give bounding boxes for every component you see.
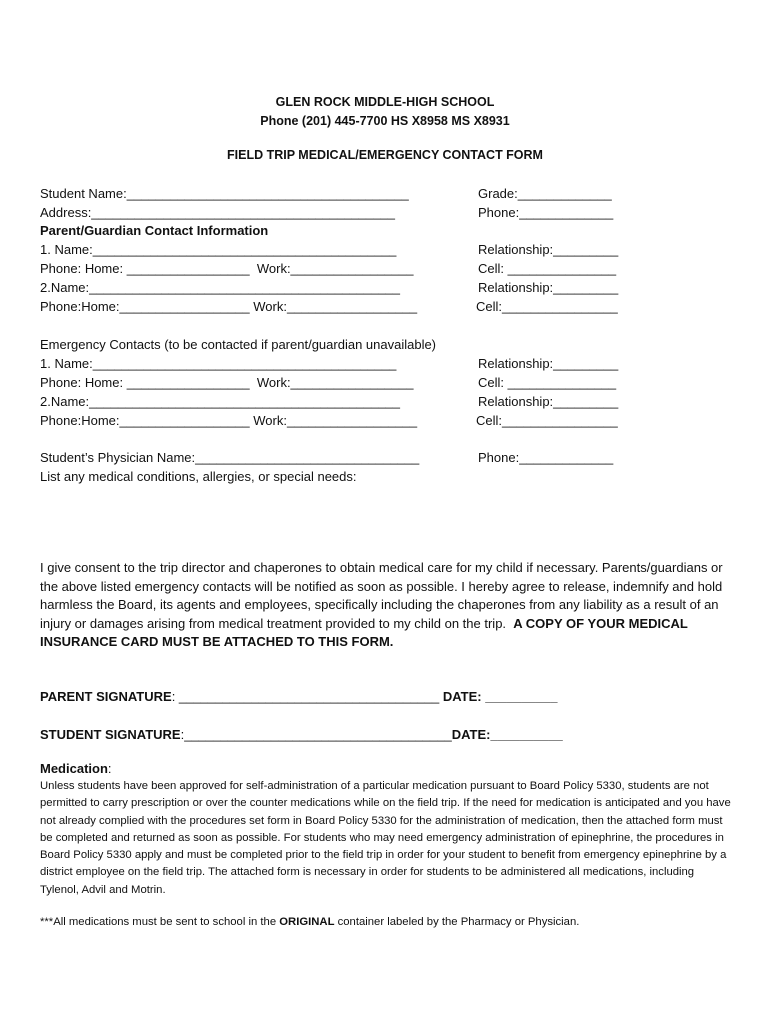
physician-phone-field[interactable]: Phone:_____________ [478,450,614,465]
guardian1-cell-field[interactable]: Cell: _______________ [478,261,617,276]
student-signature-label: STUDENT SIGNATURE [40,727,181,742]
emergency1-phone-field[interactable]: Phone: Home: _________________ Work:_________________ [40,375,414,390]
medication-note: ***All medications must be sent to school in the ORIGINAL container labeled by the Pharmacy or Physician. [40,916,580,928]
emergency2-cell-field[interactable]: Cell:________________ [476,413,618,428]
medication-heading: Medication: [40,761,112,776]
guardian1-phone-field[interactable]: Phone: Home: _________________ Work:_________________ [40,261,414,276]
guardian1-name-field[interactable]: 1. Name:__________________________________________ [40,242,397,257]
guardian-heading: Parent/Guardian Contact Information [40,223,269,238]
emergency2-name-field[interactable]: 2.Name:___________________________________________ [40,394,401,409]
guardian2-cell-field[interactable]: Cell:________________ [476,299,618,314]
guardian1-relationship-field[interactable]: Relationship:_________ [478,242,619,257]
emergency1-relationship-field[interactable]: Relationship:_________ [478,356,619,371]
parent-signature-line[interactable]: PARENT SIGNATURE: ____________________________________ DATE: __________ [40,689,558,704]
emergency1-cell-field[interactable]: Cell: _______________ [478,375,617,390]
form-title: FIELD TRIP MEDICAL/EMERGENCY CONTACT FORM [227,148,543,162]
student-name-field[interactable]: Student Name:_______________________________________ [40,186,409,201]
student-signature-line[interactable]: STUDENT SIGNATURE:_____________________________________DATE:__________ [40,727,563,742]
emergency1-name-field[interactable]: 1. Name:__________________________________________ [40,356,397,371]
school-name: GLEN ROCK MIDDLE-HIGH SCHOOL [275,95,495,109]
grade-field[interactable]: Grade:_____________ [478,186,612,201]
student-phone-field[interactable]: Phone:_____________ [478,205,614,220]
address-field[interactable]: Address:__________________________________________ [40,205,395,220]
insurance-card-notice: A COPY OF YOUR MEDICAL INSURANCE CARD MUST BE ATTACHED TO THIS FORM. [40,615,688,649]
consent-text: I give consent to the trip director and chaperones to obtain medical care for my child if necessary. Parents/guardians or the above listed emergency contacts will be notified as soon as possible. I hereby agree to release, indemnify and hold harmless the Board, its agents and employees, specifically including the chaperones from any liability as a result of an injury or damages arising from medical treatment provided to my child on the trip. [40,560,723,631]
consent-paragraph [40,559,730,652]
emergency2-relationship-field[interactable]: Relationship:_________ [478,394,619,409]
emergency-heading: Emergency Contacts (to be contacted if parent/guardian unavailable) [40,337,437,352]
guardian2-name-field[interactable]: 2.Name:___________________________________________ [40,280,401,295]
school-phone: Phone (201) 445-7700 HS X8958 MS X8931 [260,114,510,128]
guardian2-phone-field[interactable]: Phone:Home:__________________ Work:__________________ [40,299,418,314]
physician-name-field[interactable]: Student’s Physician Name:_______________________________ [40,450,420,465]
parent-signature-label: PARENT SIGNATURE [40,689,172,704]
guardian2-relationship-field[interactable]: Relationship:_________ [478,280,619,295]
emergency2-phone-field[interactable]: Phone:Home:__________________ Work:__________________ [40,413,418,428]
parent-date-field[interactable]: DATE: __________ [439,689,558,704]
student-date-field[interactable]: DATE:__________ [451,727,563,742]
medication-policy-text: Unless students have been approved for self-administration of a particular medication pursuant to Board Policy 5330, students are not permitted to carry prescription or over the counter medications while on the field trip. If the need for medication is anticipated and you have not already complied with the procedures set form in Board Policy 5330 for the administration of medication, then the attached form must be completed and returned as soon as possible. For students who may need emergency administration of epinephrine, the procedures in Board Policy 5330 apply and must be completed prior to the field trip in order for your student to benefit from emergency epinephrine by a district employee on the field trip. The attached form is necessary in order for students to be administered all medications, including Tylenol, Advil and Motrin. [40,780,731,896]
medical-conditions-label: List any medical conditions, allergies, or special needs: [40,469,357,484]
